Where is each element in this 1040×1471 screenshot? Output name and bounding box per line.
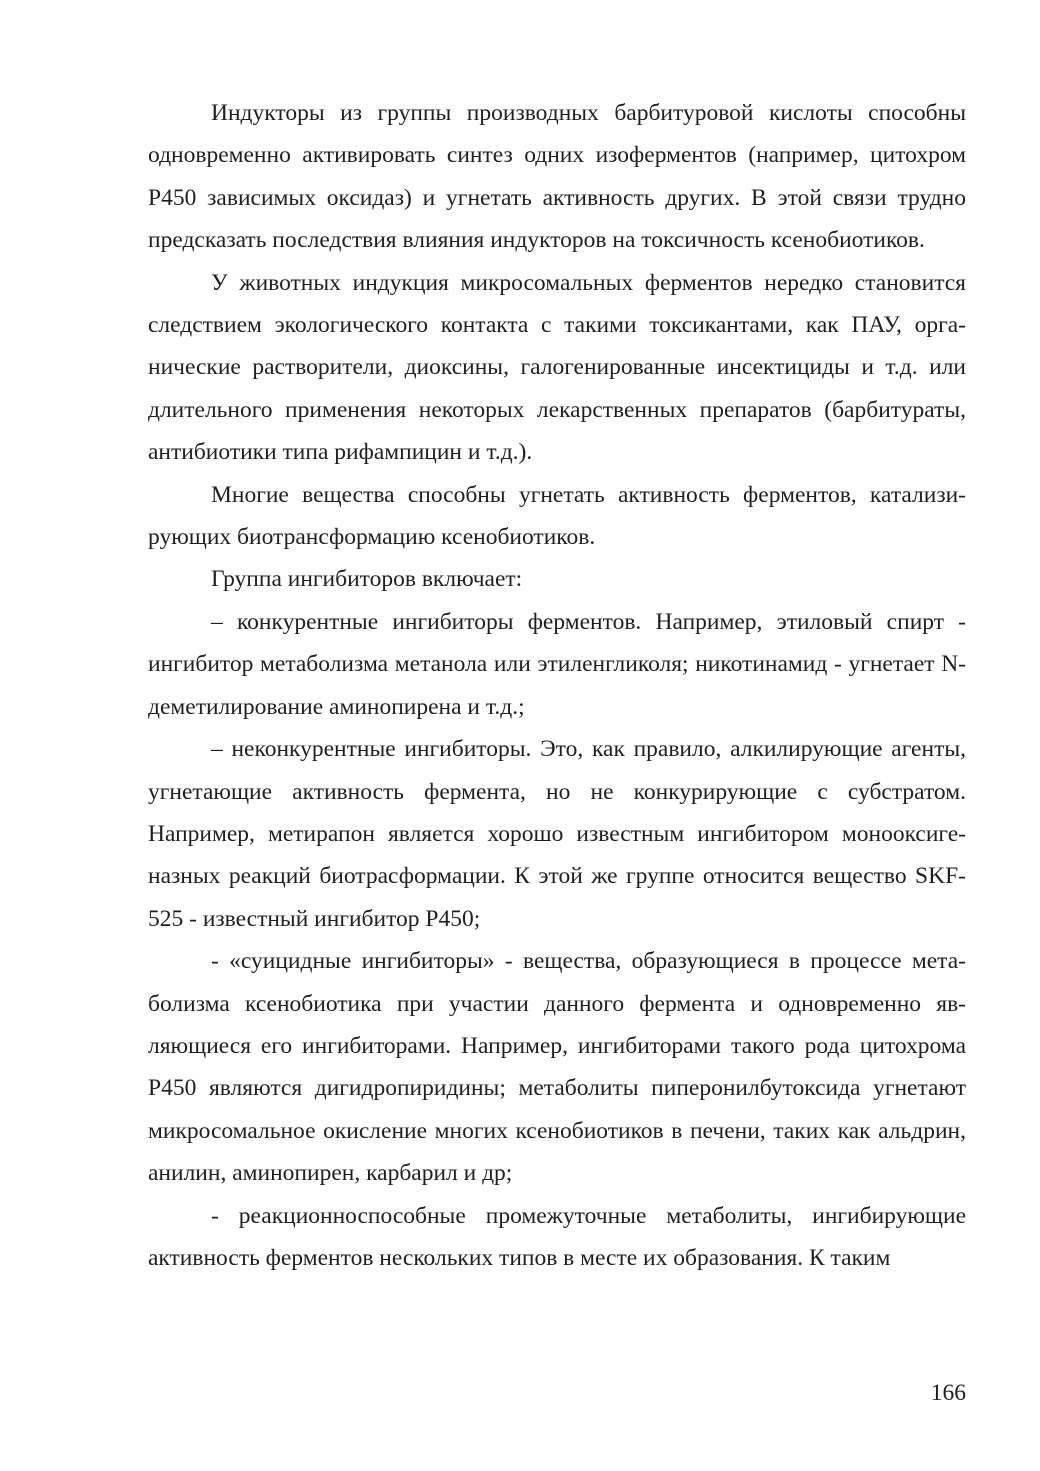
- paragraph-animal-induction: У животных индукция микросомальных ферментов нередко становится следствием экологического контакта с такими токсикантами, как ПАУ, органические растворители, диоксины, галогенированные инсектициды и т.д. или длительного применения некоторых лекарственных препаратов (барбитураты, антибиотики типа рифампицин и т.д.).: [148, 269, 966, 466]
- list-item-noncompetitive-inhibitors: – неконкурентные ингибиторы. Это, как правило, алкилирующие агенты, угнетающие активность фермента, но не конкурирующие с субстратом. Например, метирапон является хорошо известным ингибитором монооксигеназных реакций биотрасформации. К этой же группе относится вещество SKF-525 - известный ингибитор Р450;: [148, 736, 966, 932]
- paragraph-enzyme-inhibition: Многие вещества способны угнетать активность ферментов, катализирующих биотрансформацию ксенобиотиков.: [148, 481, 966, 551]
- list-item-reactive-metabolites: - реакционноспособные промежуточные метаболиты, ингибирующие активность ферментов нескольких типов в месте их образования. К таким: [148, 1202, 966, 1271]
- page-number: 166: [930, 1380, 966, 1406]
- page-body-text: [148, 92, 966, 1279]
- list-item-competitive-inhibitors: – конкурентные ингибиторы ферментов. Например, этиловый спирт - ингибитор метаболизма метанола или этиленгликоля; никотинамид - угнетает N-деметилирование аминопирена и т.д.;: [148, 608, 966, 720]
- paragraph-inhibitor-group-intro: Группа ингибиторов включает:: [211, 566, 523, 593]
- list-item-suicide-inhibitors: - «суицидные ингибиторы» - вещества, образующиеся в процессе метаболизма ксенобиотика при участии данного фермента и одновременно являющиеся его ингибиторами. Например, ингибиторами такого рода цитохрома Р450 являются дигидропиридины; метаболиты пиперонилбутоксида угнетают микросомальное окисление многих ксенобиотиков в печени, таких как альдрин, анилин, аминопирен, карбарил и др;: [148, 948, 966, 1187]
- paragraph-barbiturate-inducers: Индукторы из группы производных барбитуровой кислоты способны одновременно активировать синтез одних изоферментов (например, цитохром Р450 зависимых оксидаз) и угнетать активность других. В этой связи трудно предсказать последствия влияния индукторов на токсичность ксенобиотиков.: [148, 100, 966, 254]
